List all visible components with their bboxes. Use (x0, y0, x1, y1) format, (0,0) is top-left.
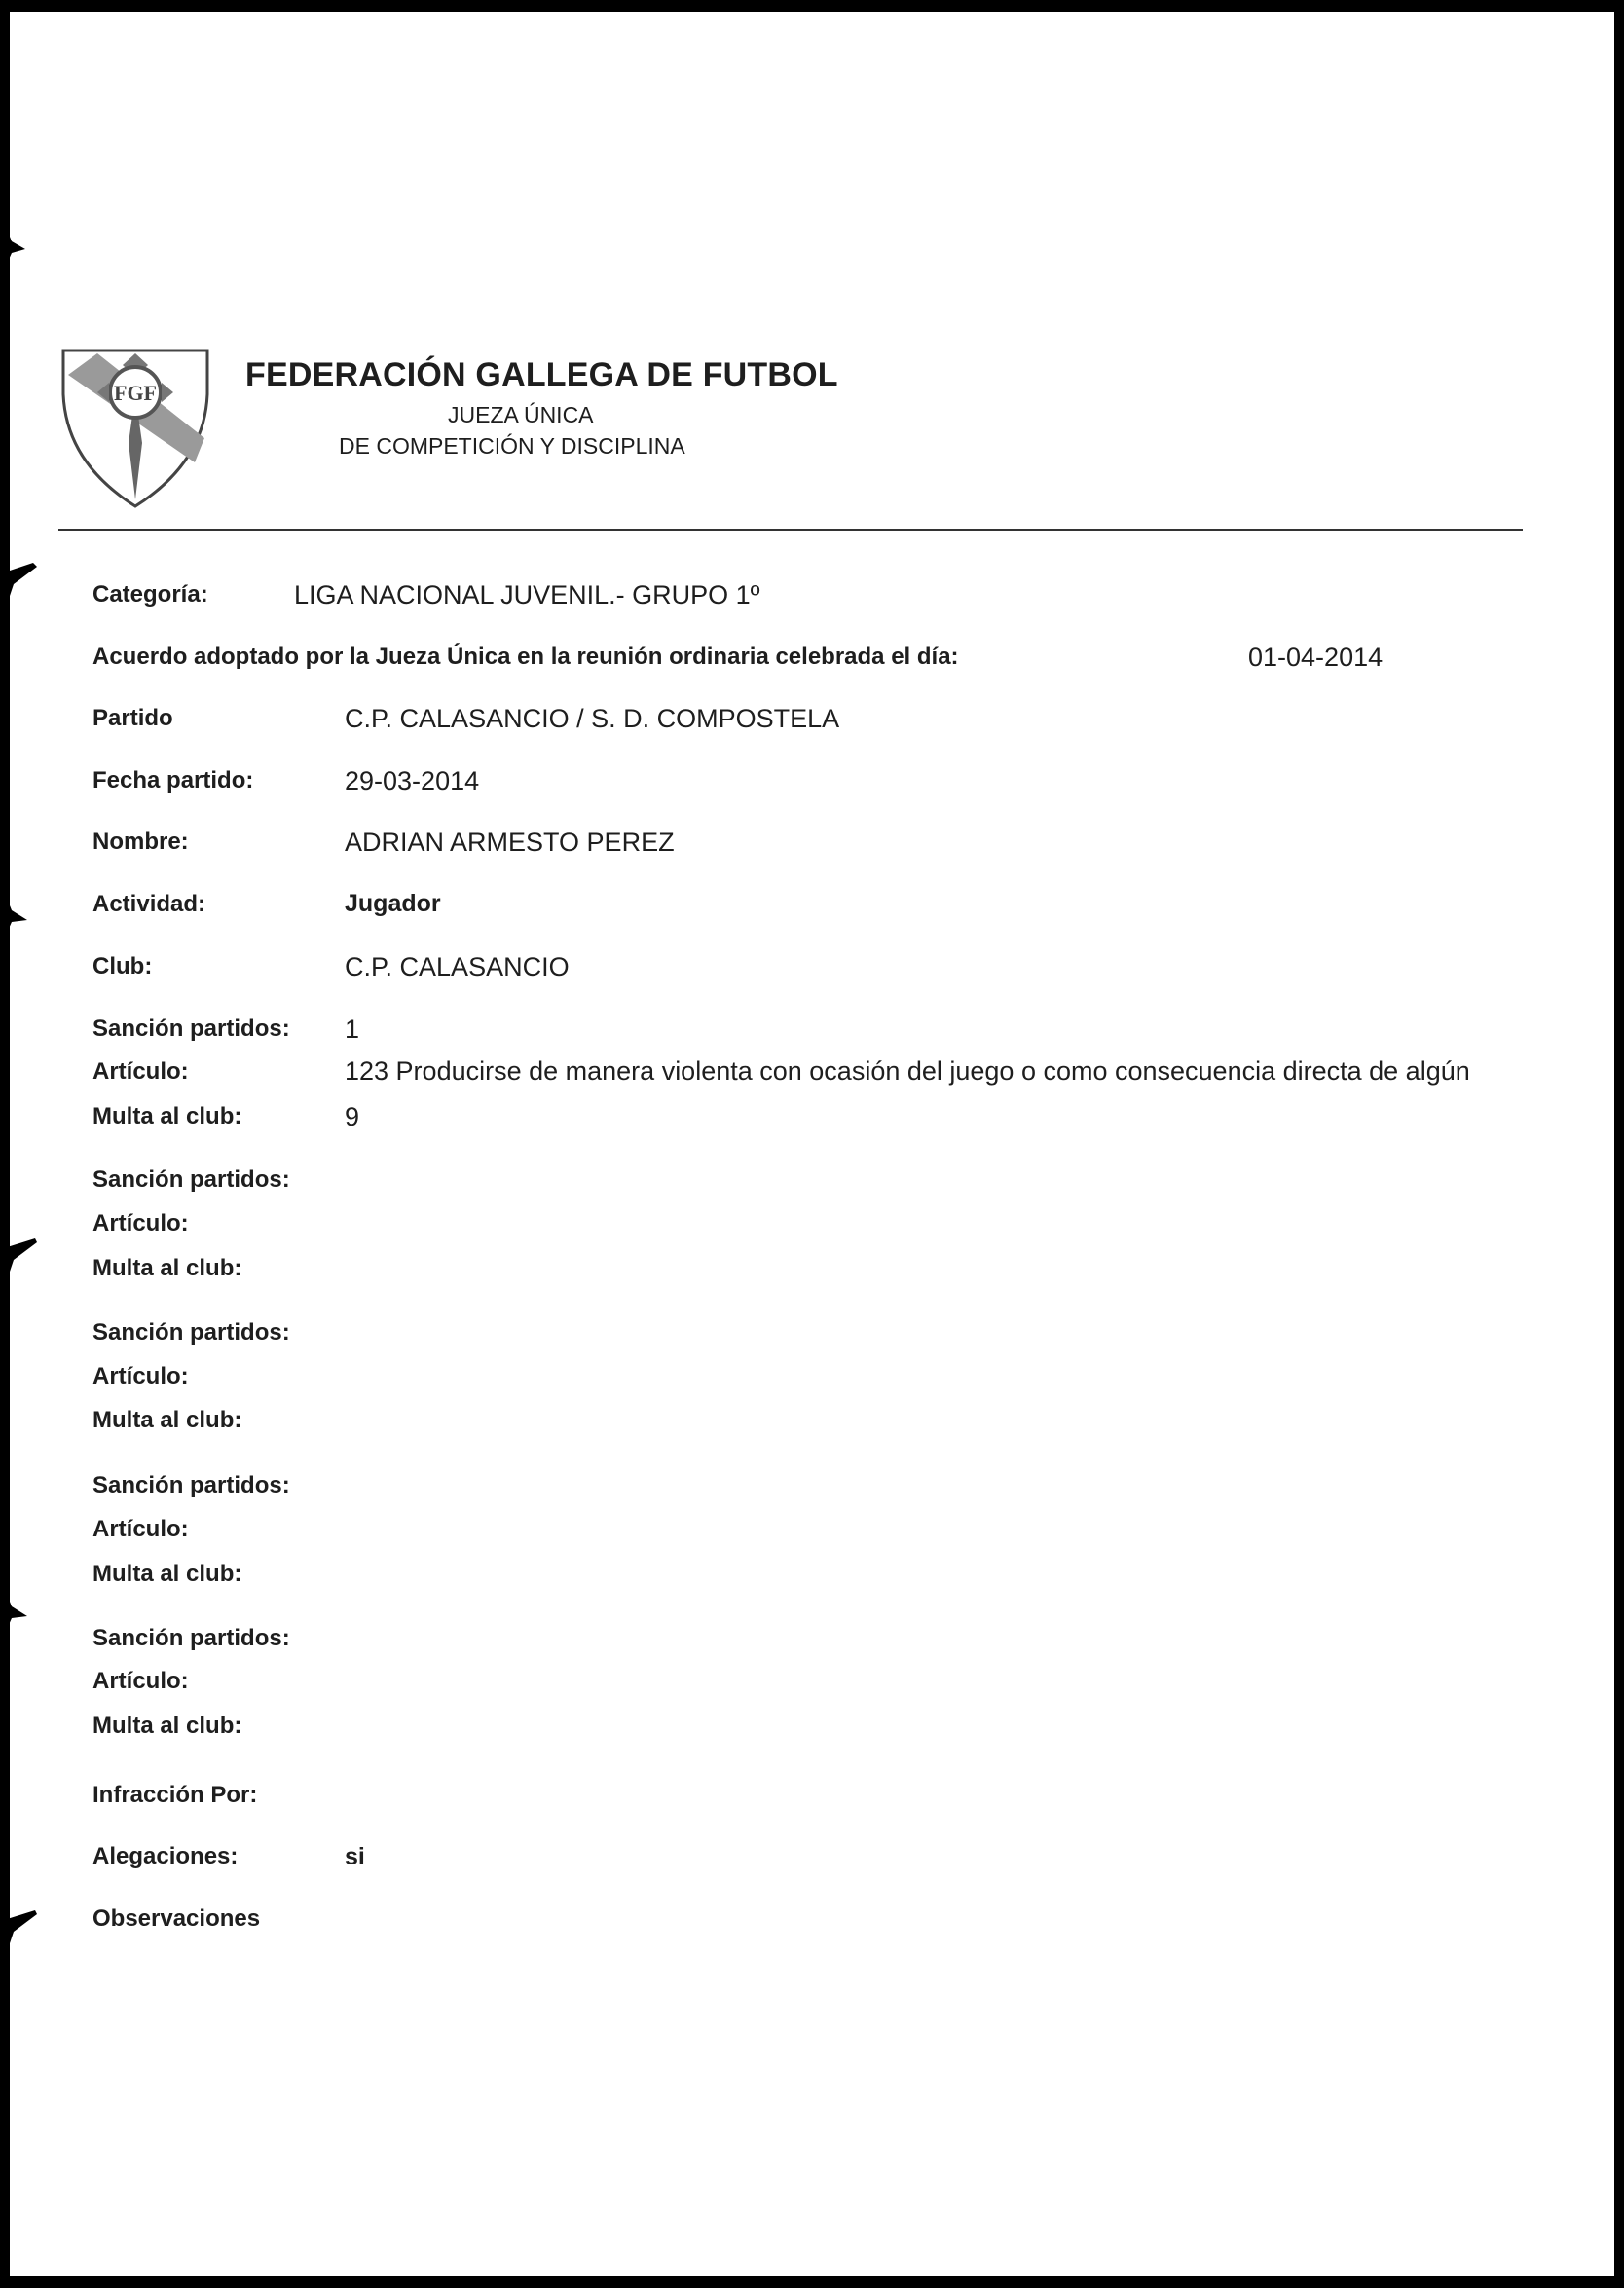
multa-club-label: Multa al club: (92, 1255, 242, 1281)
scan-border-right (1614, 0, 1624, 2288)
sancion-partidos-value: 1 (345, 1015, 360, 1044)
punch-mark (4, 563, 43, 602)
actividad-label: Actividad: (92, 891, 206, 917)
categoria-value: LIGA NACIONAL JUVENIL.- GRUPO 1º (294, 580, 760, 609)
sancion-partidos-label: Sanción partidos: (92, 1166, 290, 1193)
multa-club-label: Multa al club: (92, 1103, 242, 1129)
scan-border-top (0, 0, 1624, 12)
sancion-partidos-label: Sanción partidos: (92, 1319, 290, 1346)
federation-logo-icon (58, 336, 212, 509)
nombre-label: Nombre: (92, 829, 189, 855)
punch-mark (4, 1910, 43, 1949)
sancion-partidos-label: Sanción partidos: (92, 1015, 290, 1042)
alegaciones-value: si (345, 1843, 365, 1870)
punch-mark (4, 891, 33, 940)
club-value: C.P. CALASANCIO (345, 952, 570, 981)
punch-mark (4, 222, 33, 271)
articulo-label: Artículo: (92, 1210, 189, 1236)
svg-text:FGF: FGF (114, 381, 157, 405)
articulo-label: Artículo: (92, 1363, 189, 1389)
nombre-value: ADRIAN ARMESTO PEREZ (345, 828, 675, 857)
multa-club-label: Multa al club: (92, 1713, 242, 1739)
organization-subtitle: DE COMPETICIÓN Y DISCIPLINA (339, 433, 685, 459)
alegaciones-label: Alegaciones: (92, 1843, 239, 1869)
infraccion-label: Infracción Por: (92, 1782, 258, 1808)
organization-subtitle: JUEZA ÚNICA (448, 402, 594, 427)
partido-label: Partido (92, 705, 173, 731)
club-label: Club: (92, 953, 153, 979)
fecha-partido-value: 29-03-2014 (345, 766, 480, 795)
header-divider (58, 529, 1523, 531)
actividad-value: Jugador (345, 890, 441, 917)
articulo-label: Artículo: (92, 1058, 189, 1085)
acuerdo-label: Acuerdo adoptado por la Jueza Única en la reunión ordinaria celebrada el día: (92, 644, 959, 670)
categoria-label: Categoría: (92, 581, 208, 608)
punch-mark (4, 1587, 33, 1636)
scan-border-bottom (0, 2276, 1624, 2288)
sancion-partidos-label: Sanción partidos: (92, 1625, 290, 1651)
acuerdo-date: 01-04-2014 (1248, 643, 1384, 672)
articulo-value: 123 Producirse de manera violenta con ocasión del juego o como consecuencia directa de algún (345, 1056, 1470, 1086)
fecha-partido-label: Fecha partido: (92, 767, 254, 793)
multa-club-label: Multa al club: (92, 1561, 242, 1587)
punch-mark (4, 1238, 43, 1277)
partido-value: C.P. CALASANCIO / S. D. COMPOSTELA (345, 704, 840, 733)
sancion-partidos-label: Sanción partidos: (92, 1472, 290, 1498)
organization-title: FEDERACIÓN GALLEGA DE FUTBOL (245, 356, 838, 393)
articulo-label: Artículo: (92, 1516, 189, 1542)
multa-club-label: Multa al club: (92, 1407, 242, 1433)
articulo-label: Artículo: (92, 1668, 189, 1694)
multa-club-value: 9 (345, 1102, 360, 1131)
observaciones-label: Observaciones (92, 1905, 261, 1932)
